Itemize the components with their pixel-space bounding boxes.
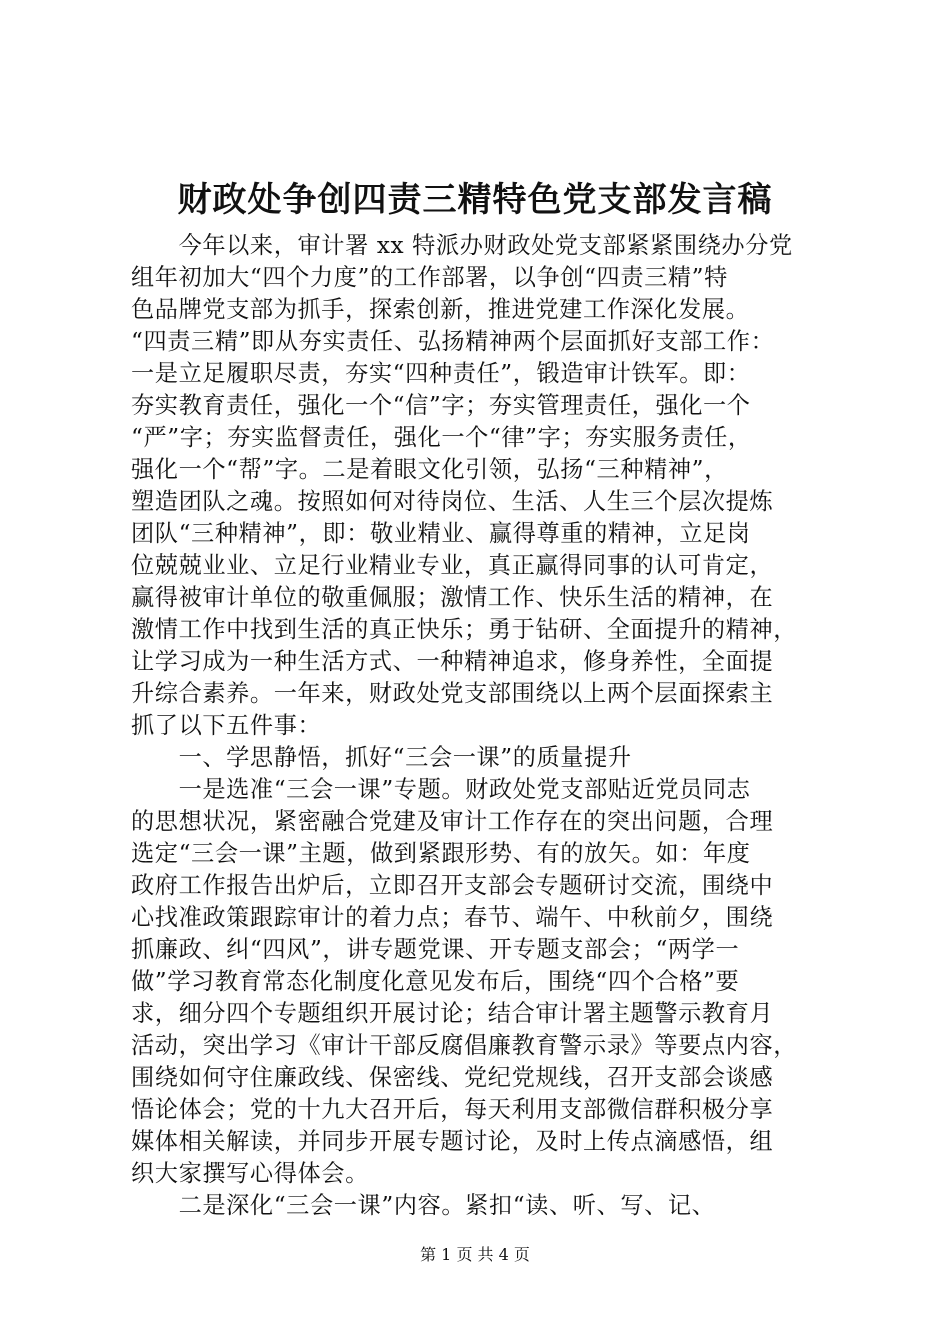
body-line: 赢得被审计单位的敬重佩服；激情工作、快乐生活的精神，在: [131, 584, 774, 611]
body-line: “严”字；夯实监督责任，强化一个“律”字；夯实服务责任，: [131, 424, 752, 451]
body-line: 让学习成为一种生活方式、一种精神追求，修身养性，全面提: [131, 648, 774, 675]
body-line: 悟论体会；党的十九大召开后，每天利用支部微信群积极分享: [131, 1096, 774, 1123]
body-line: 升综合素养。一年来，财政处党支部围绕以上两个层面探索主: [131, 680, 774, 707]
body-line: 织大家撰写心得体会。: [131, 1160, 369, 1187]
body-line: 求，细分四个专题组织开展讨论；结合审计署主题警示教育月: [131, 1000, 774, 1027]
body-line: 一是立足履职尽责，夯实“四种责任”，锻造审计铁军。即：: [131, 360, 751, 387]
body-line: 一是选准“三会一课”专题。财政处党支部贴近党员同志: [131, 776, 751, 803]
body-line: 组年初加大“四个力度”的工作部署，以争创“四责三精”特: [131, 264, 728, 291]
document-title: 财政处争创四责三精特色党支部发言稿: [177, 180, 773, 220]
body-line: 位兢兢业业、立足行业精业专业，真正赢得同事的认可肯定，: [131, 552, 774, 579]
body-line: 色品牌党支部为抓手，探索创新，推进党建工作深化发展。: [131, 296, 750, 323]
document-body: [131, 230, 851, 1222]
body-line: 激情工作中找到生活的真正快乐；勇于钻研、全面提升的精神，: [131, 616, 798, 643]
body-line: 团队“三种精神”，即：敬业精业、赢得尊重的精神，立足岗: [131, 520, 751, 547]
body-line: “四责三精”即从夯实责任、弘扬精神两个层面抓好支部工作：: [131, 328, 775, 355]
body-line: 抓了以下五件事：: [131, 712, 322, 739]
body-line: 活动，突出学习《审计干部反腐倡廉教育警示录》等要点内容，: [131, 1032, 798, 1059]
body-line: 围绕如何守住廉政线、保密线、党纪党规线，召开支部会谈感: [131, 1064, 774, 1091]
body-line: 的思想状况，紧密融合党建及审计工作存在的突出问题，合理: [131, 808, 774, 835]
body-line: 夯实教育责任，强化一个“信”字；夯实管理责任，强化一个: [131, 392, 751, 419]
body-line: 做”学习教育常态化制度化意见发布后，围绕“四个合格”要: [131, 968, 740, 995]
body-line: 二是深化“三会一课”内容。紧扣“读、听、写、记、: [131, 1192, 716, 1219]
body-line: 今年以来，审计署 xx 特派办财政处党支部紧紧围绕办分党: [131, 232, 793, 259]
section-heading: 一、学思静悟，抓好“三会一课”的质量提升: [131, 744, 632, 771]
page-footer: 第 1 页 共 4 页: [420, 1245, 530, 1264]
body-line: 塑造团队之魂。按照如何对待岗位、生活、人生三个层次提炼: [131, 488, 774, 515]
body-line: 抓廉政、纠“四风”，讲专题党课、开专题支部会；“两学一: [131, 936, 740, 963]
body-line: 媒体相关解读，并同步开展专题讨论，及时上传点滴感悟，组: [131, 1128, 774, 1155]
body-line: 政府工作报告出炉后，立即召开支部会专题研讨交流，围绕中: [131, 872, 774, 899]
body-line: 选定“三会一课”主题，做到紧跟形势、有的放矢。如：年度: [131, 840, 751, 867]
body-line: 强化一个“帮”字。二是着眼文化引领，弘扬“三种精神”，: [131, 456, 728, 483]
body-line: 心找准政策跟踪审计的着力点；春节、端午、中秋前夕，围绕: [131, 904, 774, 931]
